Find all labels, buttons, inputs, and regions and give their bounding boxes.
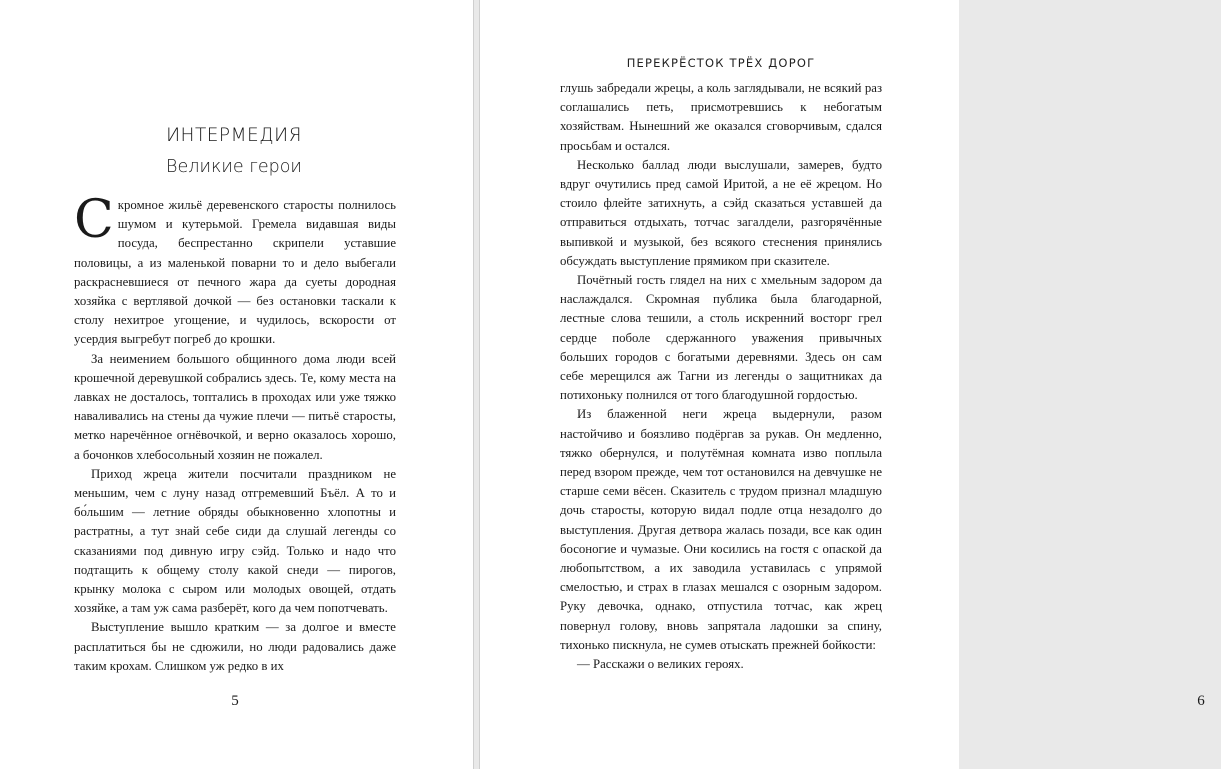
left-body-text — [74, 190, 396, 676]
page-number: 6 — [1197, 693, 1205, 709]
page-number: 5 — [231, 693, 239, 709]
paragraph: Почётный гость глядел на них с хмельным задором да наслаждался. Скромная публика была благодарной, лестные слова тешили, а столь искренний восторг грел сердце поболе сдержанного уважения привычных больших городов с богатыми деревнями. Здесь он сам себе мерещился аж Тагни из легенды о защитниках да потихоньку полнился от того благодушной гордостью. — [560, 273, 882, 403]
paragraph: Приход жреца жители посчитали праздником не меньшим, чем с луну назад отгремевший Бъёл. А то и бо́льшим — летние обряды обыкновенно хлопотны и растратны, а тут знай себе сиди да слушай легенды со сказаниями под дивную игру сэйд. Только и надо что подтащить к общему столу какой снеди — пирогов, крынку молока с сыром или молодых овощей, отдать хозяйке, а там уж сама разберёт, кого да чем попотчевать. — [74, 466, 396, 616]
paragraph — [74, 190, 396, 350]
chapter-title: ИНТЕРМЕДИЯ — [166, 125, 302, 146]
paragraph: — Расскажи о великих героях. — [577, 657, 744, 672]
right-page — [479, 0, 1205, 769]
paragraph: Из блаженной неги жреца выдернули, разом настойчиво и боязливо подёргав за рукав. Он медленно, тяжко обернулся, и полутёмная комната изво поплыла перед взором прежде, чем тот остановился на девчушке не старше семи вёсен. Сказитель с трудом признал младшую дочь старосты, которую видал подле отца незадолго до выступления. Другая детвора жалась позади, все как один босоногие и чумазые. Они косились на гостя с опаской да любопытством, а их заводила уставилась с упрямой смелостью, и страх в глазах мешался с озорным задором. Руку девочка, однако, отпустила тотчас, как жрец повернул голову, вновь запрятала ладошки за спину, тихонько пискнула, не сумев отыскать прежней бойкости: — [560, 407, 882, 652]
paragraph: Выступление вышло кратким — за долгое и вместе расплатиться бы не сдюжили, но люди радовались даже таким крохам. Слишком уж редко в их — [74, 620, 396, 673]
chapter-subtitle: Великие герои — [166, 157, 302, 177]
paragraph: глушь забредали жрецы, а коль заглядывали, не всякий раз соглашались петь, присмотревшись к небогатым хозяйствам. Нынешний же оказался сговорчивым, сдался просьбам и остался. — [560, 81, 882, 153]
drop-cap: С — [74, 190, 114, 250]
paragraph-text: кромное жильё деревенского старосты полнилось шумом и кутерьмой. Гремела видавшая виды посуда, беспрестанно скрипели уставшие половицы, а из маленькой поварни то и дело выбегали раскрасневшиеся от печного жара да суеты дородная хозяйка с вертлявой дочкой — без остановки таскали к столу нехитрое угощение, и чудилось, вскорости от усердия выгребут погреб до крошки. — [74, 198, 396, 347]
right-body-text — [560, 79, 882, 674]
paragraph: Несколько баллад люди выслушали, замерев, будто вдруг очутились пред самой Иритой, а не её жрецом. Но стоило флейте затихнуть, а сэйд сказаться уставшей да отправиться отдыхать, тотчас загалдели, разгорячённые выпивкой и музыкой, без всякого стеснения принялись обсуждать выступление прямиком при сказителе. — [560, 157, 882, 268]
paragraph: За неимением большого общинного дома люди всей крошечной деревушкой собрались здесь. Те, кому места на лавках не досталось, топтались в проходах или уже тяжко наваливались на стены да чужие плечи — питьё старосты, метко наречённое огнёвочкой, и верно оказалось хорошо, а бочонков хлебосольный хозяин не пожалел. — [74, 351, 396, 462]
left-page — [0, 0, 474, 769]
running-head: ПЕРЕКРЁСТОК ТРЁХ ДОРОГ — [626, 56, 816, 70]
